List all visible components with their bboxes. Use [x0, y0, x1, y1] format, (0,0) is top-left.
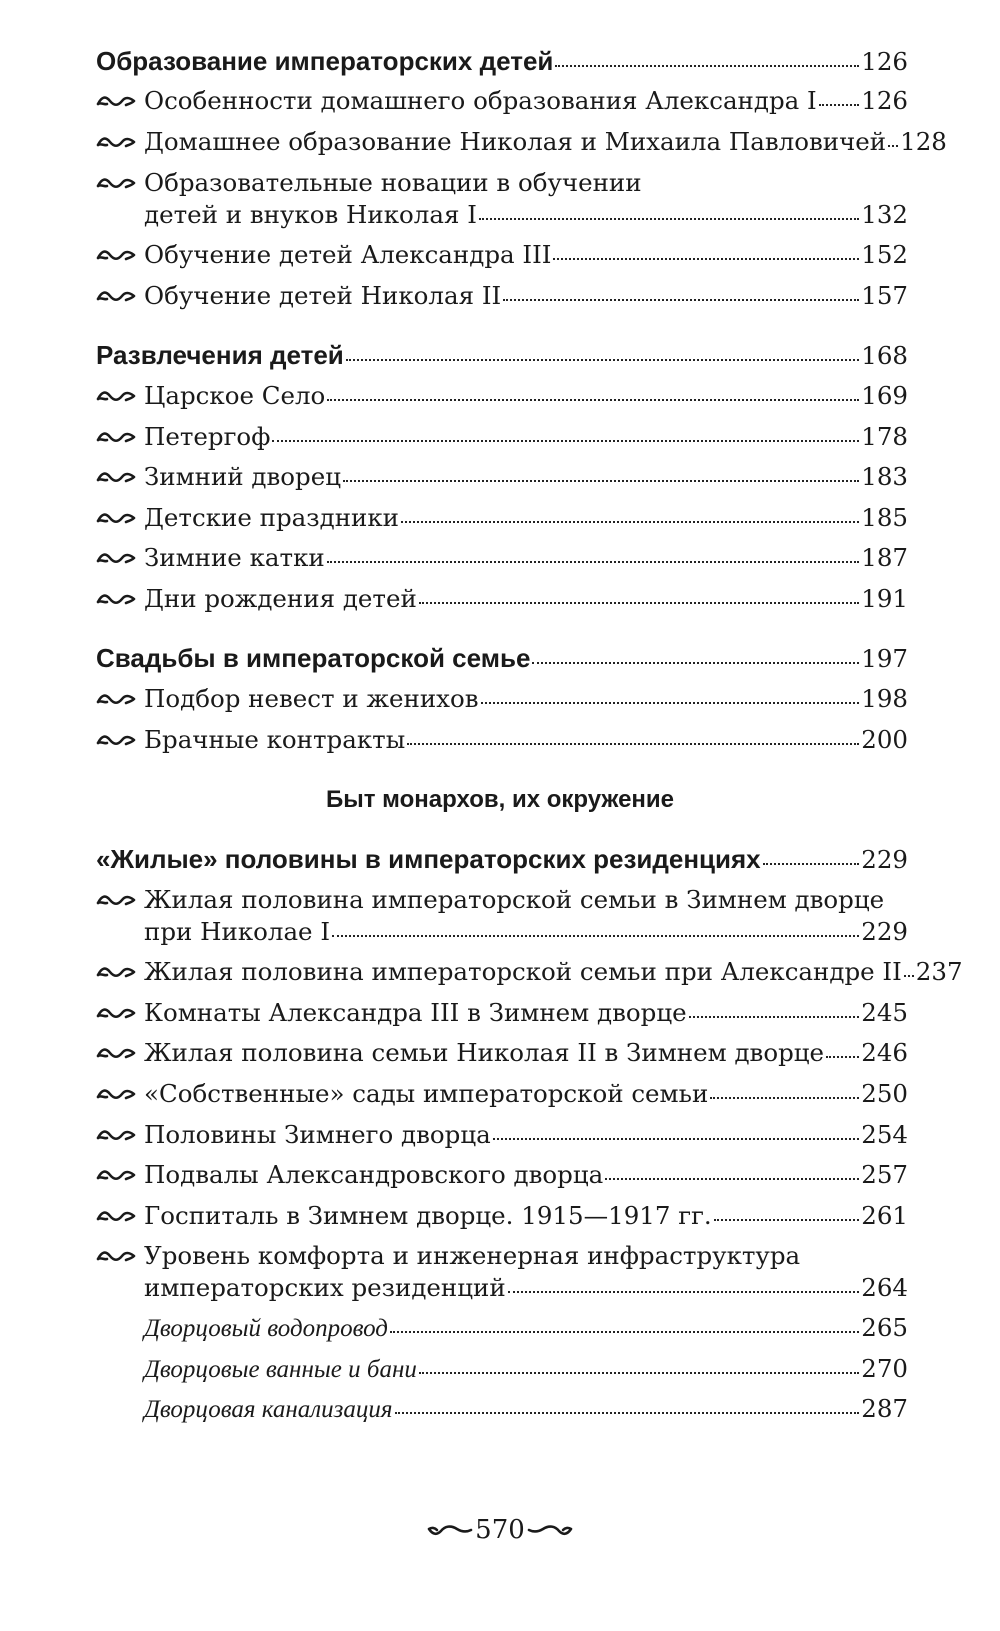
subentry-title: Дворцовые ванные и бани [144, 1356, 417, 1383]
leader-dots [332, 935, 859, 937]
leader-dots [419, 1372, 859, 1374]
entry-title-line: Уровень комфорта и инженерная инфраструктура [144, 1241, 801, 1270]
entry-title: Царское Село [144, 381, 326, 410]
entry-title: Обучение детей Николая II [144, 281, 502, 310]
page-number: 128 [900, 127, 947, 156]
toc-entry[interactable] [144, 501, 908, 535]
swash-ornament-icon [96, 428, 136, 448]
toc-entry[interactable] [144, 996, 908, 1030]
page-number: 200 [861, 725, 908, 754]
leader-dots [401, 521, 859, 523]
toc-entry[interactable] [144, 84, 908, 118]
toc-subentry[interactable] [144, 1352, 908, 1387]
entry-title: Зимний дворец [144, 462, 341, 491]
page-number: 261 [861, 1201, 908, 1230]
page-number: 257 [861, 1160, 908, 1189]
entry-title-line: Жилая половина императорской семьи в Зимнем дворце [144, 885, 885, 914]
entry-title: Брачные контракты [144, 725, 406, 754]
subentry-title: Дворцовый водопровод [144, 1315, 388, 1342]
page-number: 126 [861, 47, 908, 76]
toc-entry[interactable] [144, 238, 908, 272]
toc-entry[interactable] [144, 1199, 908, 1233]
page-number: 178 [861, 422, 908, 451]
heading-title: Развлечения детей [96, 340, 344, 370]
toc-entry[interactable] [144, 1036, 908, 1070]
entry-title: Половины Зимнего дворца [144, 1120, 491, 1149]
heading-title: Образование императорских детей [96, 46, 554, 76]
swash-ornament-icon [96, 891, 136, 911]
entry-title: Подвалы Александровского дворца [144, 1160, 604, 1189]
leader-dots [710, 1097, 859, 1099]
leader-dots [689, 1016, 860, 1018]
leader-dots [605, 1178, 859, 1180]
page-number: 229 [861, 845, 908, 874]
entry-title: Обучение детей Александра III [144, 240, 552, 269]
toc-heading[interactable] [96, 338, 908, 373]
page-number: 229 [861, 917, 908, 946]
part-title: Быт монархов, их окружение [325, 786, 675, 813]
toc-heading[interactable] [96, 44, 908, 79]
swash-ornament-icon [96, 1085, 136, 1105]
toc-entry[interactable] [144, 379, 908, 413]
page-number: 152 [861, 240, 908, 269]
swash-ornament-icon [96, 133, 136, 153]
entry-title: Домашнее образование Николая и Михаила Павловичей [144, 127, 887, 156]
toc-entry[interactable] [144, 955, 963, 989]
swash-ornament-icon [96, 549, 136, 569]
toc-subentry[interactable] [144, 1392, 908, 1427]
entry-title: Комнаты Александра III в Зимнем дворце [144, 998, 687, 1027]
entry-title: Детские праздники [144, 503, 399, 532]
swash-ornament-icon [96, 1004, 136, 1024]
toc-entry[interactable] [144, 915, 908, 949]
swash-ornament-icon [96, 590, 136, 610]
swash-ornament-icon [96, 387, 136, 407]
toc-subentry[interactable] [144, 1311, 908, 1346]
page-number: 185 [861, 503, 908, 532]
page-number: 183 [861, 462, 908, 491]
swash-ornament-icon [96, 92, 136, 112]
toc-entry[interactable] [144, 420, 908, 454]
toc-entry[interactable] [144, 1158, 908, 1192]
page-number: 187 [861, 543, 908, 572]
leader-dots [714, 1219, 860, 1221]
swash-ornament-icon [96, 1126, 136, 1146]
leader-dots [419, 602, 859, 604]
page-number: 168 [861, 341, 908, 370]
leader-dots [272, 440, 859, 442]
swash-ornament-icon [96, 509, 136, 529]
page-number: 126 [861, 86, 908, 115]
entry-title: «Собственные» сады императорской семьи [144, 1079, 709, 1108]
entry-title: детей и внуков Николая I [144, 200, 477, 229]
folio-number: 570 [475, 1515, 525, 1545]
folio-left-ornament-icon [427, 1521, 473, 1539]
toc-entry[interactable] [144, 198, 908, 232]
swash-ornament-icon [96, 174, 136, 194]
leader-dots [819, 104, 860, 106]
page-folio [0, 1512, 1000, 1548]
leader-dots [763, 863, 860, 865]
swash-ornament-icon [96, 1044, 136, 1064]
leader-dots [508, 1291, 860, 1293]
page-number: 197 [861, 644, 908, 673]
entry-title: Госпиталь в Зимнем дворце. 1915—1917 гг. [144, 1201, 712, 1230]
page-number: 270 [861, 1354, 908, 1383]
leader-dots [346, 359, 859, 361]
toc-heading[interactable] [96, 842, 908, 877]
page-number: 287 [861, 1394, 908, 1423]
toc-entry[interactable] [144, 723, 908, 757]
swash-ornament-icon [96, 1247, 136, 1267]
entry-title: Подбор невест и женихов [144, 684, 479, 713]
leader-dots [407, 743, 859, 745]
entry-title: Петергоф [144, 422, 271, 451]
leader-dots [904, 975, 914, 977]
leader-dots [390, 1331, 859, 1333]
leader-dots [327, 399, 859, 401]
toc-entry[interactable] [144, 125, 947, 159]
leader-dots [555, 65, 859, 67]
toc-entry[interactable] [144, 541, 908, 575]
toc-entry[interactable] [144, 460, 908, 494]
entry-title-line: Образовательные новации в обучении [144, 168, 642, 197]
leader-dots [888, 145, 898, 147]
leader-dots [481, 702, 860, 704]
leader-dots [826, 1056, 859, 1058]
swash-ornament-icon [96, 1207, 136, 1227]
page-number: 250 [861, 1079, 908, 1108]
swash-ornament-icon [96, 1166, 136, 1186]
subentry-title: Дворцовая канализация [144, 1396, 393, 1423]
page-number: 246 [861, 1038, 908, 1067]
entry-title: Жилая половина семьи Николая II в Зимнем дворце [144, 1038, 825, 1067]
heading-title: Свадьбы в императорской семье [96, 643, 531, 673]
toc-entry[interactable] [144, 1271, 908, 1305]
heading-title: «Жилые» половины в императорских резиденциях [96, 844, 761, 874]
page-number: 191 [861, 584, 908, 613]
leader-dots [327, 561, 860, 563]
page-number: 169 [861, 381, 908, 410]
toc-entry[interactable] [144, 279, 908, 313]
entry-title: императорских резиденций [144, 1273, 506, 1302]
leader-dots [395, 1412, 860, 1414]
entry-title: Жилая половина императорской семьи при Александре II [144, 957, 902, 986]
toc-entry[interactable] [144, 582, 908, 616]
leader-dots [553, 258, 859, 260]
entry-title: при Николае I [144, 917, 331, 946]
swash-ornament-icon [96, 287, 136, 307]
toc-entry[interactable] [144, 1118, 908, 1152]
page-number: 157 [861, 281, 908, 310]
leader-dots [343, 480, 859, 482]
swash-ornament-icon [96, 963, 136, 983]
page-number: 264 [861, 1273, 908, 1302]
swash-ornament-icon [96, 468, 136, 488]
page-number: 198 [861, 684, 908, 713]
leader-dots [532, 662, 859, 664]
toc-entry[interactable] [144, 1077, 908, 1111]
entry-title: Зимние катки [144, 543, 325, 572]
entry-title: Особенности домашнего образования Александра I [144, 86, 817, 115]
page-number: 265 [861, 1313, 908, 1342]
leader-dots [503, 299, 859, 301]
leader-dots [479, 218, 859, 220]
entry-title: Дни рождения детей [144, 584, 417, 613]
swash-ornament-icon [96, 731, 136, 751]
leader-dots [493, 1138, 860, 1140]
folio-right-ornament-icon [527, 1521, 573, 1539]
page-number: 132 [861, 200, 908, 229]
toc-heading[interactable] [96, 641, 908, 676]
swash-ornament-icon [96, 246, 136, 266]
page-number: 254 [861, 1120, 908, 1149]
toc-entry[interactable] [144, 682, 908, 716]
swash-ornament-icon [96, 690, 136, 710]
page-number: 245 [861, 998, 908, 1027]
page-number: 237 [915, 957, 963, 986]
